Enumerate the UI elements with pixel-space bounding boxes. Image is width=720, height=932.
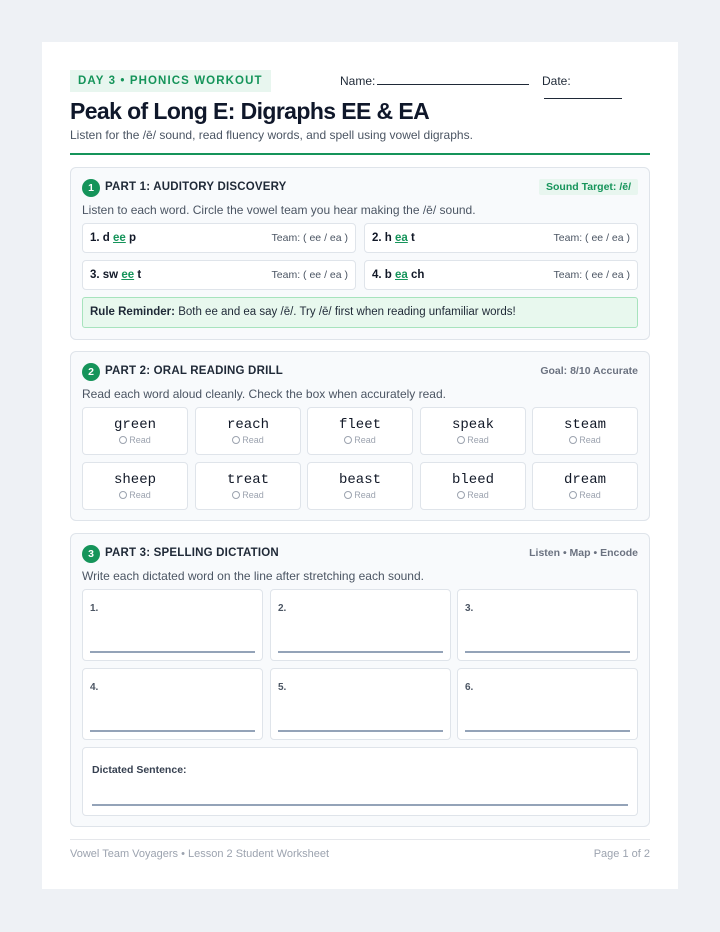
auditory-word — [372, 232, 415, 244]
auditory-item[interactable] — [364, 260, 638, 290]
name-field[interactable] — [340, 74, 529, 88]
part3-number: 3 — [82, 545, 100, 563]
word-prefix: 3. sw — [90, 269, 122, 281]
dictated-sentence-box[interactable] — [82, 747, 638, 816]
part3-description: Write each dictated word on the line after stretching each sound. — [82, 569, 424, 583]
read-label: Read — [579, 490, 601, 500]
rule-reminder — [82, 297, 638, 328]
read-checkbox[interactable] — [196, 435, 300, 445]
read-checkbox[interactable] — [421, 435, 525, 445]
drill-card — [82, 462, 188, 510]
read-checkbox[interactable] — [196, 490, 300, 500]
spelling-box[interactable] — [457, 668, 638, 740]
part1-description: Listen to each word. Circle the vowel team you hear making the /ē/ sound. — [82, 203, 476, 217]
day-badge: DAY 3 • PHONICS WORKOUT — [70, 70, 271, 92]
drill-card — [307, 407, 413, 455]
footer-divider — [70, 839, 650, 840]
writing-line[interactable] — [465, 651, 630, 653]
date-label: Date: — [542, 74, 571, 88]
read-label: Read — [467, 435, 489, 445]
drill-word: speak — [451, 417, 494, 433]
word-prefix: 1. d — [90, 232, 114, 244]
drill-word: dream — [563, 472, 606, 488]
drill-word: bleed — [451, 472, 494, 488]
spelling-box[interactable] — [82, 668, 263, 740]
drill-word: treat — [226, 472, 269, 488]
writing-line[interactable] — [278, 651, 443, 653]
spelling-number: 4. — [90, 682, 99, 693]
rule-reminder-label: Rule Reminder: — [90, 306, 175, 318]
writing-line[interactable] — [90, 730, 255, 732]
page-title: Peak of Long E: Digraphs EE & EA — [70, 98, 430, 124]
drill-word: sheep — [113, 472, 156, 488]
auditory-item[interactable] — [364, 223, 638, 253]
radio-icon[interactable] — [457, 491, 465, 499]
word-suffix: p — [125, 232, 137, 244]
page-subtitle: Listen for the /ē/ sound, read fluency words, and spell using vowel digraphs. — [70, 128, 473, 142]
word-suffix: t — [407, 232, 415, 244]
rule-reminder-text: Both ee and ea say /ē/. Try /ē/ first when reading unfamiliar words! — [175, 306, 516, 318]
worksheet-page — [42, 42, 678, 889]
name-line[interactable] — [377, 75, 529, 85]
footer-lesson: Vowel Team Voyagers • Lesson 2 Student Worksheet — [70, 848, 330, 860]
radio-icon[interactable] — [569, 491, 577, 499]
spelling-number: 1. — [90, 603, 99, 614]
part1-number: 1 — [82, 179, 100, 197]
read-checkbox[interactable] — [308, 490, 412, 500]
spelling-box[interactable] — [270, 668, 451, 740]
read-checkbox[interactable] — [83, 435, 187, 445]
spelling-box[interactable] — [270, 589, 451, 661]
read-label: Read — [242, 490, 264, 500]
drill-word: reach — [226, 417, 269, 433]
word-suffix: ch — [407, 269, 425, 281]
dictated-sentence-label: Dictated Sentence: — [92, 764, 187, 776]
vowel-team: ea — [395, 232, 408, 244]
part3-title: PART 3: SPELLING DICTATION — [105, 547, 279, 559]
read-label: Read — [354, 490, 376, 500]
drill-card — [420, 407, 526, 455]
read-label: Read — [467, 490, 489, 500]
part3-section — [70, 533, 650, 827]
read-label: Read — [242, 435, 264, 445]
spelling-number: 6. — [465, 682, 474, 693]
spelling-number: 5. — [278, 682, 287, 693]
team-choice[interactable]: Team: ( ee / ea ) — [271, 232, 348, 244]
radio-icon[interactable] — [457, 436, 465, 444]
team-choice[interactable]: Team: ( ee / ea ) — [271, 269, 348, 281]
drill-card — [195, 462, 301, 510]
name-label: Name: — [340, 74, 376, 88]
part2-header — [82, 363, 638, 381]
team-choice[interactable]: Team: ( ee / ea ) — [553, 232, 630, 244]
writing-line[interactable] — [465, 730, 630, 732]
read-checkbox[interactable] — [421, 490, 525, 500]
drill-card — [195, 407, 301, 455]
part2-title: PART 2: ORAL READING DRILL — [105, 365, 283, 377]
part1-title: PART 1: AUDITORY DISCOVERY — [105, 181, 287, 193]
drill-word: fleet — [338, 417, 381, 433]
auditory-word — [90, 232, 136, 244]
auditory-word — [372, 269, 424, 281]
vowel-team: ea — [395, 269, 408, 281]
read-checkbox[interactable] — [83, 490, 187, 500]
read-checkbox[interactable] — [533, 435, 637, 445]
radio-icon[interactable] — [344, 436, 352, 444]
drill-card — [532, 407, 638, 455]
word-suffix: t — [134, 269, 142, 281]
goal-label: Goal: 8/10 Accurate — [540, 365, 638, 377]
drill-word: steam — [563, 417, 606, 433]
drill-card — [532, 462, 638, 510]
header-row — [70, 70, 650, 92]
part2-section — [70, 351, 650, 521]
radio-icon[interactable] — [232, 436, 240, 444]
radio-icon[interactable] — [119, 436, 127, 444]
drill-word: green — [113, 417, 156, 433]
word-prefix: 2. h — [372, 232, 396, 244]
auditory-item[interactable] — [82, 223, 356, 253]
drill-card — [307, 462, 413, 510]
auditory-word — [90, 269, 141, 281]
steps-label: Listen • Map • Encode — [529, 547, 638, 559]
header-divider — [70, 153, 650, 155]
spelling-number: 2. — [278, 603, 287, 614]
radio-icon[interactable] — [569, 436, 577, 444]
page-number: Page 1 of 2 — [593, 848, 650, 860]
part2-description: Read each word aloud cleanly. Check the box when accurately read. — [82, 387, 446, 401]
part2-number: 2 — [82, 363, 100, 381]
spelling-box[interactable] — [82, 589, 263, 661]
part1-section — [70, 167, 650, 340]
drill-word: beast — [338, 472, 381, 488]
read-label: Read — [129, 490, 151, 500]
auditory-item[interactable] — [82, 260, 356, 290]
vowel-team: ee — [121, 269, 135, 281]
sound-target-badge: Sound Target: /ē/ — [539, 179, 638, 195]
read-checkbox[interactable] — [533, 490, 637, 500]
part1-header — [82, 179, 638, 197]
spelling-number: 3. — [465, 603, 474, 614]
drill-card — [82, 407, 188, 455]
read-label: Read — [354, 435, 376, 445]
team-choice[interactable]: Team: ( ee / ea ) — [553, 269, 630, 281]
date-line[interactable] — [544, 89, 622, 99]
read-label: Read — [129, 435, 151, 445]
read-checkbox[interactable] — [308, 435, 412, 445]
read-label: Read — [579, 435, 601, 445]
word-prefix: 4. b — [372, 269, 396, 281]
vowel-team: ee — [113, 232, 126, 244]
spelling-box[interactable] — [457, 589, 638, 661]
radio-icon[interactable] — [232, 491, 240, 499]
writing-line[interactable] — [90, 651, 255, 653]
radio-icon[interactable] — [119, 491, 127, 499]
radio-icon[interactable] — [344, 491, 352, 499]
drill-card — [420, 462, 526, 510]
writing-line[interactable] — [278, 730, 443, 732]
sentence-writing-line[interactable] — [92, 804, 628, 806]
part3-header — [82, 545, 638, 563]
date-field[interactable] — [542, 74, 650, 102]
